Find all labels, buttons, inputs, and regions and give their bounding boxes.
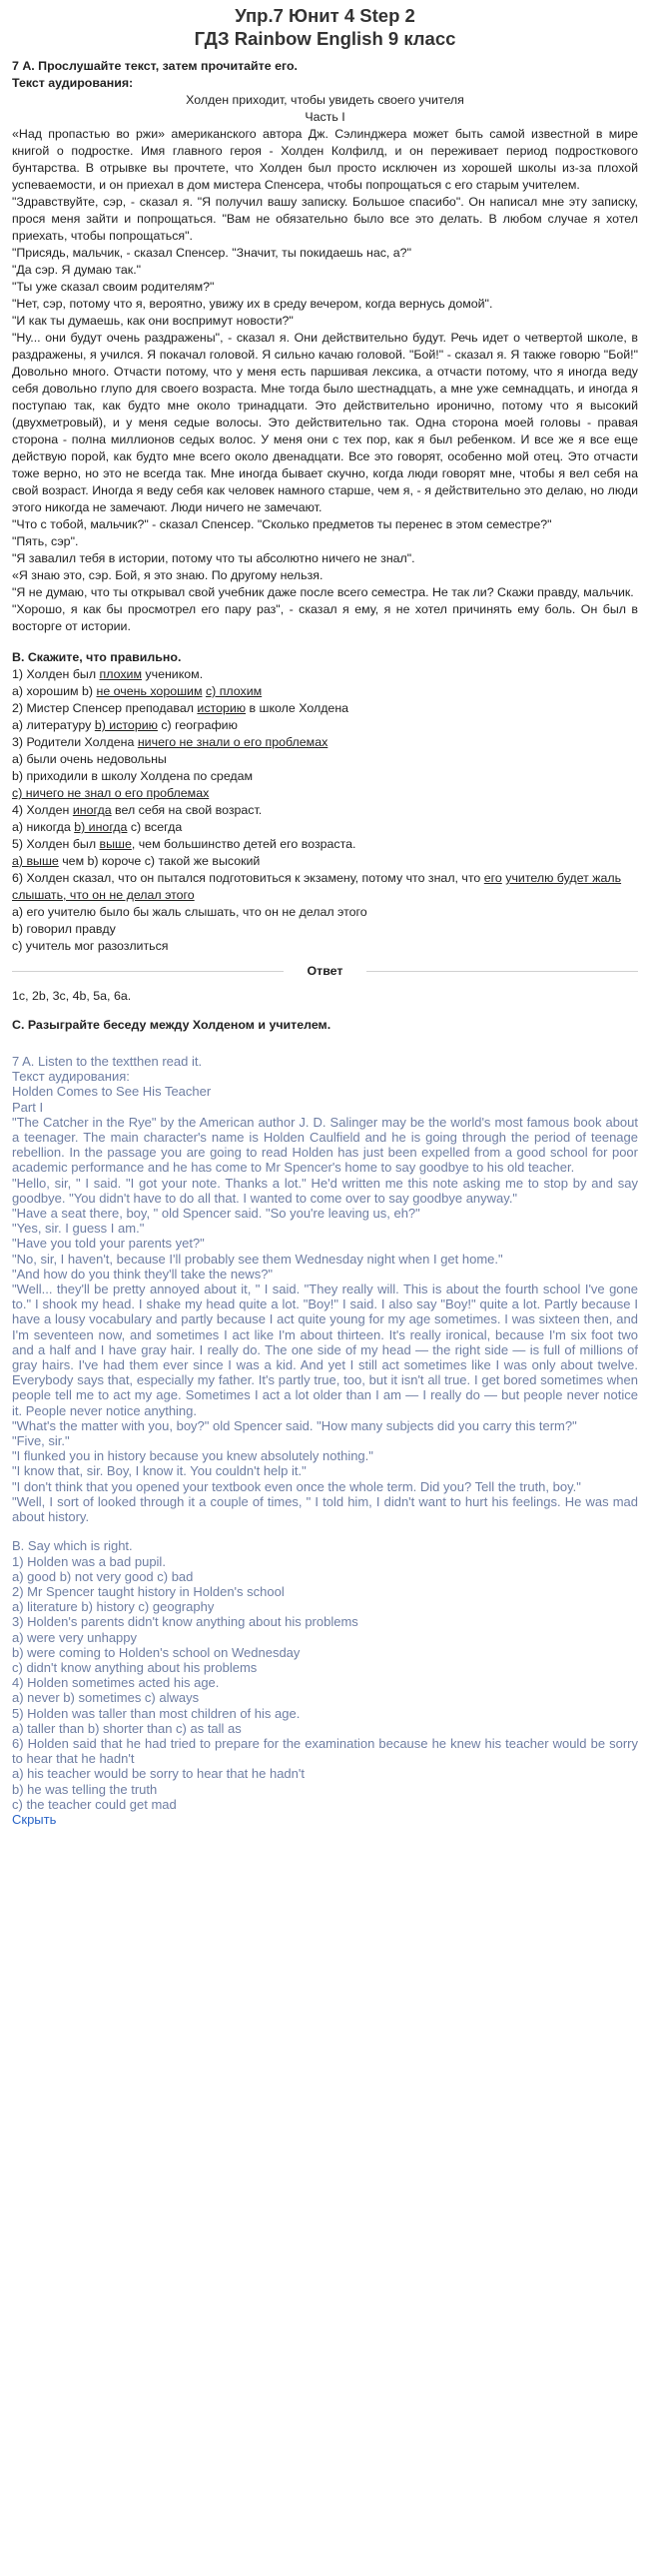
paragraph: "Have you told your parents yet?" (12, 1236, 205, 1252)
list-item: b) were coming to Holden's school on Wednesday (12, 1644, 301, 1660)
paragraph: "Hello, sir, " I said. "I got your note. Thanks a lot." He'd written me this note asking me to stop by and say goodbye. "You didn't have to do all that. I wanted to come over to say goodbye anyway." (12, 1175, 638, 1206)
option-6b: b) говорил правду (12, 922, 116, 936)
paragraph: "Well, I sort of looked through it a couple of times, " I told him, I didn't want to hurt his feelings. He was mad about history. (12, 1493, 638, 1525)
question-2: 2) Мистер Спенсер преподавал историю в школе Холдена (12, 701, 349, 715)
paragraph: "Yes, sir. I guess I am." (12, 1221, 145, 1237)
part-label-ru: Часть I (305, 110, 345, 124)
section-b-title-ru: В. Скажите, что правильно. (12, 650, 182, 664)
story-title-ru: Холден приходит, чтобы увидеть своего учителя (186, 93, 464, 107)
option-6a: a) его учителю было бы жаль слышать, что он не делал этого (12, 905, 367, 919)
audio-label-ru: Текст аудирования: (12, 76, 134, 90)
paragraph: "I know that, sir. Boy, I know it. You couldn't help it." (12, 1463, 307, 1479)
section-a-title-ru: 7 А. Прослушайте текст, затем прочитайте его. (12, 59, 298, 73)
list-item: b) he was telling the truth (12, 1781, 158, 1797)
page-header (12, 4, 638, 50)
page-subtitle: ГДЗ Rainbow English 9 класс (194, 28, 456, 49)
paragraph: "And how do you think they'll take the news?" (12, 1266, 274, 1282)
divider-line-right (366, 971, 638, 972)
question-6: 6) Холден сказал, что он пытался подготовиться к экзамену, потому что знал, что его учителю будет жаль слышать, что он не делал этого (12, 871, 622, 902)
paragraph: "The Catcher in the Rye" by the American author J. D. Salinger may be the world's most famous book about a teenager. The main character's name is Holden Caulfield and he is going through the period of teenage rebellion. In the passage you are going to read Holden has just been expelled from a good school for poor academic performance and he has come to Mr Spencer's home to say goodbye to his old teacher. (12, 1114, 638, 1176)
list-item: a) literature b) history c) geography (12, 1599, 215, 1615)
story-title-en: Holden Comes to See His Teacher (12, 1084, 212, 1100)
paragraph: "Я не думаю, что ты открывал свой учебник даже после всего семестра. Не так ли? Скажи правду, мальчик. (12, 585, 634, 599)
exercise-b-ru (12, 666, 638, 955)
page-title: Упр.7 Юнит 4 Step 2 (235, 5, 415, 26)
list-item: 1) Holden was a bad pupil. (12, 1553, 166, 1569)
divider-line-left (12, 971, 284, 972)
paragraph: "No, sir, I haven't, because I'll probably see them Wednesday night when I get home." (12, 1251, 503, 1267)
story-text-ru (12, 126, 638, 635)
list-item: c) didn't know anything about his problems (12, 1659, 258, 1675)
question-4: 4) Холден иногда вел себя на свой возраст. (12, 803, 263, 817)
paragraph: "I don't think that you opened your textbook even once the whole term. Did you? Tell the truth, boy." (12, 1478, 581, 1494)
paragraph: "Здравствуйте, сэр, - сказал я. "Я получил вашу записку. Большое спасибо". Он написал мне эту записку, прося меня зайти и попрощаться. "Вам не обязательно было все это делать. В любом случае я хотел приехать, чтобы попрощаться". (12, 195, 638, 243)
list-item: 2) Mr Spencer taught history in Holden's school (12, 1583, 285, 1599)
answer-text: 1c, 2b, 3c, 4b, 5a, 6a. (12, 989, 132, 1003)
list-item: 4) Holden sometimes acted his age. (12, 1675, 220, 1691)
question-3: 3) Родители Холдена ничего не знали о его проблемах (12, 735, 328, 749)
list-item: a) never b) sometimes c) always (12, 1690, 200, 1706)
answer-label: Ответ (307, 964, 343, 978)
list-item: c) the teacher could get mad (12, 1796, 177, 1812)
question-5: 5) Холден был выше, чем большинство детей его возраста. (12, 837, 356, 851)
paragraph: "Я завалил тебя в истории, потому что ты абсолютно ничего не знал". (12, 551, 415, 565)
options-2: a) литературу b) историю c) географию (12, 718, 238, 732)
question-1: 1) Холден был плохим учеником. (12, 667, 204, 681)
option-3a: a) были очень недовольны (12, 752, 167, 766)
audio-label-en: Текст аудирования: (12, 1069, 130, 1085)
paragraph: "Ты уже сказал своим родителям?" (12, 280, 215, 294)
paragraph: "И как ты думаешь, как они воспримут новости?" (12, 314, 294, 328)
paragraph: "Пять, сэр". (12, 534, 79, 548)
list-item: a) good b) not very good c) bad (12, 1568, 194, 1584)
section-b-title-en: B. Say which is right. (12, 1538, 133, 1554)
paragraph: "What's the matter with you, boy?" old Spencer said. "How many subjects did you carry this term?" (12, 1417, 577, 1433)
paragraph: "Have a seat there, boy, " old Spencer said. "So you're leaving us, eh?" (12, 1206, 420, 1222)
hide-link[interactable]: Скрыть (12, 1811, 57, 1827)
option-3b: b) приходили в школу Холдена по средам (12, 769, 254, 783)
section-a-title-en: 7 A. Listen to the textthen read it. (12, 1054, 203, 1069)
paragraph: «Над пропастью во ржи» американского автора Дж. Сэлинджера может быть самой известной в мире книгой о подростке. Имя главного героя - Холден Колфилд, и он переживает период подросткового бунтарства. В отрывке вы прочтете, что Холден был просто исключен из хорошей школы из-за плохой успеваемости, и он приехал в дом мистера Спенсера, чтобы попрощаться с его старым учителем. (12, 127, 638, 192)
list-item: a) were very unhappy (12, 1629, 138, 1645)
options-1: а) хорошим b) не очень хорошим с) плохим (12, 684, 263, 698)
paragraph: «Я знаю это, сэр. Бой, я это знаю. По другому нельзя. (12, 568, 324, 582)
list-item: 3) Holden's parents didn't know anything about his problems (12, 1614, 358, 1630)
paragraph: "Присядь, мальчик, - сказал Спенсер. "Значит, ты покидаешь нас, а?" (12, 246, 411, 260)
list-item: 5) Holden was taller than most children of his age. (12, 1705, 301, 1721)
paragraph: "Well... they'll be pretty annoyed about it, " I said. "They really will. This is about the fourth school I've gone to." I shook my head. I shake my head quite a lot. "Boy!" I said. I also say "Boy!" quite a lot. Partly because I have a lousy vocabulary and partly because I act quite young for my age sometimes. I was sixteen then, and I'm seventeen now, and sometimes I act like I'm about thirteen. It's really ironical, because I'm six foot two and a half and I have gray hair. I really do. The one side of my head — the right side — is full of millions of gray hairs. I've had them ever since I was a kid. And yet I still act sometimes like I was only about twelve. Everybody says that, especially my father. It's partly true, too, but it isn't all true. I get bored sometimes when people tell me to act my age. Sometimes I act a lot older than I am — I really do — but people never notice it. People never notice anything. (12, 1282, 638, 1418)
options-4: а) никогда b) иногда c) всегда (12, 820, 183, 834)
paragraph: "Да сэр. Я думаю так." (12, 263, 142, 277)
option-6c: c) учитель мог разозлиться (12, 939, 169, 953)
options-5: а) выше чем b) короче c) такой же высокий (12, 854, 261, 868)
paragraph: "Five, sir." (12, 1433, 70, 1449)
paragraph: "I flunked you in history because you knew absolutely nothing." (12, 1448, 373, 1464)
english-original (12, 1040, 638, 1827)
list-item: a) taller than b) shorter than c) as tall as (12, 1720, 242, 1736)
paragraph: "Хорошо, я как бы просмотрел его пару раз", - сказал я ему, я не хотел причинять ему боль. Он был в восторге от истории. (12, 602, 638, 633)
option-3c: c) ничего не знал о его проблемах (12, 786, 210, 800)
answer-divider (12, 963, 638, 980)
paragraph: "Ну... они будут очень раздражены", - сказал я. Они действительно будут. Речь идет о четвертой школе, в раздражены, я учился. Я покачал головой. Я сильно качаю головой. "Бой!" - сказал я. Я также говорю "Бой!" Довольно много. Отчасти потому, что у меня есть паршивая лексика, а отчасти потому, что я иногда веду себя довольно глупо для своего возраста. Мне тогда было шестнадцать, а мне уже семнадцать, и иногда я поступаю так, как будто мне около тринадцати. Это действительно иронично, потому что я высокий (двухметровый), и у меня седые волосы. Это действительно так. Одна сторона моей головы - правая сторона - полна миллионов седых волос. У меня они с тех пор, как я был ребенком. И все же я все еще действую порой, как будто мне всего около двенадцати. Все это говорят, особенно мой отец. Это отчасти тоже верно, но это не всегда так. Мне иногда бывает скучно, когда люди говорят мне, чтобы я вел себя на свой возраст. Иногда я веду себя как человек намного старше, чем я, - я действительно это делаю, но люди этого никогда не замечают. Люди ничего не замечают. (12, 331, 638, 514)
section-c-title-ru: С. Разыграйте беседу между Холденом и учителем. (12, 1018, 331, 1032)
paragraph: "Что с тобой, мальчик?" - сказал Спенсер. "Сколько предметов ты перенес в этом семестре?" (12, 517, 552, 531)
part-label-en: Part I (12, 1099, 44, 1115)
list-item: 6) Holden said that he had tried to prepare for the examination because he knew his teacher would be sorry to hear that he hadn't (12, 1735, 638, 1767)
list-item: a) his teacher would be sorry to hear that he hadn't (12, 1766, 305, 1782)
paragraph: "Нет, сэр, потому что я, вероятно, увижу их в среду вечером, когда вернусь домой". (12, 297, 493, 311)
